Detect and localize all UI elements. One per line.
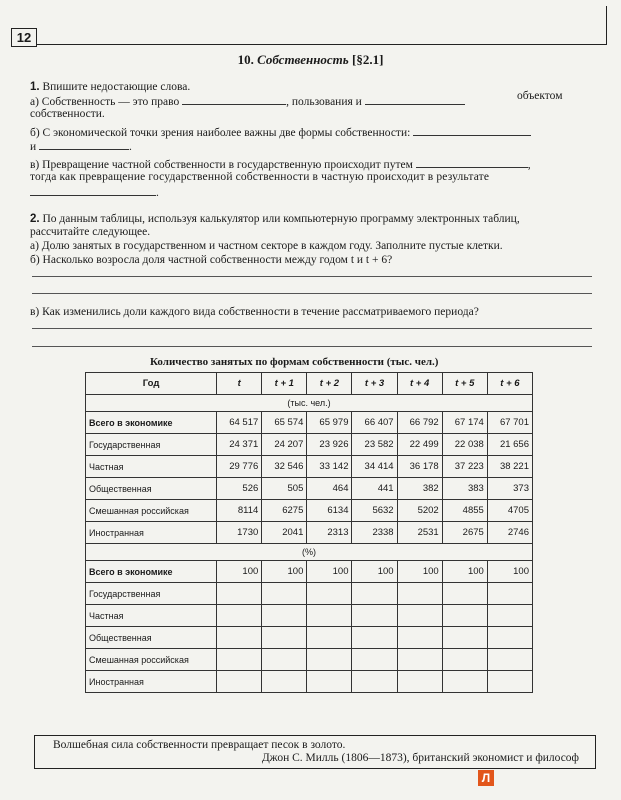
task2-line2: рассчитайте следующее. <box>30 226 151 238</box>
table-cell[interactable] <box>217 671 262 693</box>
table-row <box>86 478 533 500</box>
section-name: Собственность <box>257 52 349 67</box>
table-cell[interactable] <box>217 627 262 649</box>
table-cell[interactable] <box>217 605 262 627</box>
table-row <box>86 522 533 544</box>
header-col: t + 4 <box>397 373 442 395</box>
task2-line1: По данным таблицы, используя калькулятор или компьютерную программу электронных таблиц, <box>42 213 520 225</box>
row-label: Иностранная <box>86 522 217 544</box>
table-row <box>86 412 533 434</box>
task2-a: а) Долю занятых в государственном и частном секторе в каждом году. Заполните пустые клетки. <box>30 240 503 252</box>
header-col: t + 1 <box>262 373 307 395</box>
table-cell: 2313 <box>307 522 352 544</box>
table-cell: 373 <box>487 478 532 500</box>
table-cell: 23 582 <box>352 434 397 456</box>
table-cell[interactable] <box>262 649 307 671</box>
task1-a-part1: а) Собственность — это право <box>30 96 180 108</box>
task1-b-blank1[interactable] <box>413 124 531 136</box>
header-year: Год <box>86 373 217 395</box>
table-cell[interactable] <box>352 671 397 693</box>
unit-percent: (%) <box>86 544 533 561</box>
table-row <box>86 671 533 693</box>
table-cell[interactable] <box>442 627 487 649</box>
table-cell: 66 792 <box>397 412 442 434</box>
table-cell: 22 038 <box>442 434 487 456</box>
table-cell: 36 178 <box>397 456 442 478</box>
section-number: 10. <box>237 52 254 67</box>
table-cell: 8114 <box>217 500 262 522</box>
table-cell[interactable] <box>487 583 532 605</box>
table-cell[interactable] <box>307 649 352 671</box>
table-cell: 5202 <box>397 500 442 522</box>
top-rule <box>36 44 606 45</box>
section-title <box>0 52 621 68</box>
row-label: Всего в экономике <box>86 561 217 583</box>
task1-intro: Впишите недостающие слова. <box>42 81 191 93</box>
table-cell: 383 <box>442 478 487 500</box>
table-cell: 100 <box>352 561 397 583</box>
table-cell: 5632 <box>352 500 397 522</box>
table-cell: 6275 <box>262 500 307 522</box>
publisher-logo: Л <box>478 770 494 786</box>
table-cell: 64 517 <box>217 412 262 434</box>
page-number: 12 <box>11 28 37 47</box>
table-cell: 24 371 <box>217 434 262 456</box>
table-cell[interactable] <box>487 605 532 627</box>
table-cell: 4705 <box>487 500 532 522</box>
table-cell: 2531 <box>397 522 442 544</box>
table-cell[interactable] <box>262 671 307 693</box>
table-cell[interactable] <box>307 627 352 649</box>
table-cell: 100 <box>397 561 442 583</box>
row-label: Государственная <box>86 434 217 456</box>
table-cell: 526 <box>217 478 262 500</box>
table-cell: 67 174 <box>442 412 487 434</box>
task1-c-blank1[interactable] <box>416 156 528 168</box>
table-cell: 100 <box>442 561 487 583</box>
table-cell: 505 <box>262 478 307 500</box>
table-cell: 464 <box>307 478 352 500</box>
header-col: t + 5 <box>442 373 487 395</box>
table-cell[interactable] <box>352 627 397 649</box>
row-label: Иностранная <box>86 671 217 693</box>
task2-number: 2. <box>30 213 40 225</box>
table-cell: 100 <box>217 561 262 583</box>
table-body-absolute <box>86 395 533 544</box>
row-label: Частная <box>86 605 217 627</box>
quote-text: Волшебная сила собственности превращает песок в золото. <box>53 739 346 751</box>
task1-a-part4: собственности. <box>30 108 105 120</box>
row-label: Смешанная российская <box>86 649 217 671</box>
row-label: Смешанная российская <box>86 500 217 522</box>
table-cell: 100 <box>307 561 352 583</box>
table-cell[interactable] <box>352 605 397 627</box>
table-cell: 67 701 <box>487 412 532 434</box>
row-label: Общественная <box>86 627 217 649</box>
table-cell[interactable] <box>397 627 442 649</box>
task1-b-part1: б) С экономической точки зрения наиболее важны две формы собственности: <box>30 127 411 139</box>
table-cell[interactable] <box>442 583 487 605</box>
row-label: Общественная <box>86 478 217 500</box>
table-cell: 21 656 <box>487 434 532 456</box>
table-cell[interactable] <box>307 583 352 605</box>
table-cell: 24 207 <box>262 434 307 456</box>
table-cell: 66 407 <box>352 412 397 434</box>
table-cell[interactable] <box>262 583 307 605</box>
table-header-row <box>86 373 533 395</box>
table-row <box>86 561 533 583</box>
table-cell: 29 776 <box>217 456 262 478</box>
table-cell: 33 142 <box>307 456 352 478</box>
table-cell: 6134 <box>307 500 352 522</box>
unit-thousands: (тыс. чел.) <box>86 395 533 412</box>
table-cell[interactable] <box>352 649 397 671</box>
section-ref: [§2.1] <box>351 52 384 67</box>
header-col: t + 6 <box>487 373 532 395</box>
table-cell: 2746 <box>487 522 532 544</box>
table-cell[interactable] <box>397 649 442 671</box>
table-cell[interactable] <box>487 627 532 649</box>
task1-b-part2: и <box>30 141 37 153</box>
table-cell: 4855 <box>442 500 487 522</box>
table-cell: 2338 <box>352 522 397 544</box>
table-cell: 32 546 <box>262 456 307 478</box>
task1-a-part3: объектом <box>517 90 563 102</box>
header-col: t + 3 <box>352 373 397 395</box>
table-cell[interactable] <box>217 649 262 671</box>
row-label: Всего в экономике <box>86 412 217 434</box>
table-cell[interactable] <box>397 583 442 605</box>
table-cell: 65 574 <box>262 412 307 434</box>
table-cell: 382 <box>397 478 442 500</box>
task1-number: 1. <box>30 81 40 93</box>
table-cell[interactable] <box>307 605 352 627</box>
answer-line-c1[interactable] <box>32 328 592 329</box>
table-row <box>86 500 533 522</box>
header-col: t <box>217 373 262 395</box>
table-cell[interactable] <box>307 671 352 693</box>
task2-c: в) Как изменились доли каждого вида собственности в течение рассматриваемого периода? <box>30 306 479 318</box>
answer-line-b1[interactable] <box>32 276 592 277</box>
table-cell: 2675 <box>442 522 487 544</box>
table-row <box>86 627 533 649</box>
quote-author: Джон С. Милль (1806—1873), британский экономист и философ <box>261 752 579 764</box>
table-cell[interactable] <box>397 671 442 693</box>
table-body-percent <box>86 544 533 693</box>
table-cell[interactable] <box>397 605 442 627</box>
table-cell[interactable] <box>442 649 487 671</box>
table-cell: 38 221 <box>487 456 532 478</box>
table-row <box>86 456 533 478</box>
task1-a-part2: , пользования и <box>286 96 362 108</box>
table-row <box>86 605 533 627</box>
header-col: t + 2 <box>307 373 352 395</box>
table-cell: 37 223 <box>442 456 487 478</box>
table-cell: 23 926 <box>307 434 352 456</box>
row-label: Частная <box>86 456 217 478</box>
table-cell[interactable] <box>487 649 532 671</box>
table-row <box>86 649 533 671</box>
employment-table <box>85 372 533 693</box>
answer-line-b2[interactable] <box>32 293 592 294</box>
table-cell: 1730 <box>217 522 262 544</box>
table-cell[interactable] <box>352 583 397 605</box>
right-rule <box>606 6 607 45</box>
table-cell[interactable] <box>442 671 487 693</box>
task1-c-part1: в) Превращение частной собственности в государственную происходит путем <box>30 159 413 171</box>
table-row <box>86 434 533 456</box>
task2-b: б) Насколько возросла доля частной собственности между годом t и t + 6? <box>30 254 393 266</box>
table-cell: 100 <box>262 561 307 583</box>
table-cell: 34 414 <box>352 456 397 478</box>
table-cell[interactable] <box>262 627 307 649</box>
table-cell[interactable] <box>442 605 487 627</box>
table-cell: 22 499 <box>397 434 442 456</box>
answer-line-c2[interactable] <box>32 346 592 347</box>
quote-box <box>34 735 596 769</box>
table-cell: 65 979 <box>307 412 352 434</box>
table-cell[interactable] <box>487 671 532 693</box>
table-cell[interactable] <box>262 605 307 627</box>
table-cell: 2041 <box>262 522 307 544</box>
task1-c-blank2[interactable] <box>30 184 156 196</box>
row-label: Государственная <box>86 583 217 605</box>
table-caption: Количество занятых по формам собственности (тыс. чел.) <box>150 356 439 368</box>
task1-a-blank1[interactable] <box>182 93 286 105</box>
task1-c-part2: тогда как превращение государственной собственности в частную происходит в результате <box>30 171 490 183</box>
task1-a-blank2[interactable] <box>365 93 465 105</box>
table-cell: 441 <box>352 478 397 500</box>
table-cell[interactable] <box>217 583 262 605</box>
task1-b-blank2[interactable] <box>39 138 129 150</box>
table-row <box>86 583 533 605</box>
table-cell: 100 <box>487 561 532 583</box>
